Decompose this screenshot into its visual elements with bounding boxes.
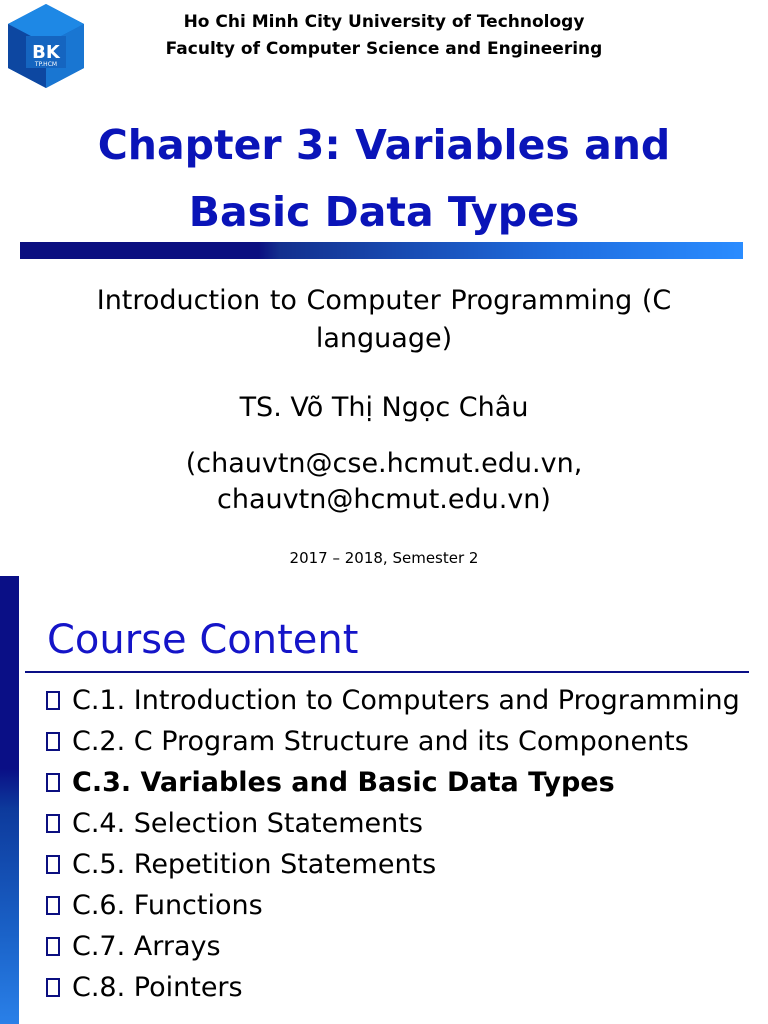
list-item [46, 928, 766, 965]
box-bullet-icon [46, 691, 60, 710]
list-item-current [46, 764, 766, 801]
university-logo [2, 2, 90, 90]
box-bullet-icon [46, 732, 60, 751]
list-item-label: C.1. Introduction to Computers and Programming [72, 685, 740, 716]
side-gradient-bar [0, 576, 19, 1024]
list-item [46, 723, 766, 760]
list-item [46, 682, 766, 719]
course-content-slide [0, 576, 768, 1024]
university-name: Ho Chi Minh City University of Technology [183, 12, 585, 32]
title-divider [25, 671, 749, 673]
list-item-label: C.5. Repetition Statements [72, 849, 437, 880]
chapter-title-line1: Chapter 3: Variables and [97, 121, 671, 169]
email-line-2: chauvtn@hcmut.edu.vn) [217, 484, 551, 515]
title-gradient-bar [20, 242, 743, 259]
instructor-name: TS. Võ Thị Ngọc Châu [239, 392, 529, 423]
box-bullet-icon [46, 896, 60, 915]
list-item [46, 969, 766, 1006]
slide-title: Course Content [47, 617, 359, 663]
semester-label: 2017 – 2018, Semester 2 [289, 549, 479, 567]
list-item-label: C.2. C Program Structure and its Components [72, 726, 689, 757]
box-bullet-icon [46, 855, 60, 874]
logo-text-main: BK [32, 42, 60, 63]
list-item-label: C.6. Functions [72, 890, 263, 921]
chapter-title-line2: Basic Data Types [188, 188, 580, 236]
course-list [46, 682, 766, 1010]
box-bullet-icon [46, 978, 60, 997]
chapter-title [20, 112, 748, 246]
list-item [46, 887, 766, 924]
list-item-label: C.7. Arrays [72, 931, 221, 962]
list-item-label: C.8. Pointers [72, 972, 243, 1003]
logo-text-sub: TP.HCM [34, 61, 58, 68]
email-line-1: (chauvtn@cse.hcmut.edu.vn, [185, 448, 583, 479]
box-bullet-icon [46, 814, 60, 833]
course-name: Introduction to Computer Programming (C language) [96, 285, 672, 354]
list-item [46, 805, 766, 842]
box-bullet-icon [46, 773, 60, 792]
faculty-name: Faculty of Computer Science and Engineering [165, 39, 603, 59]
list-item-label: C.4. Selection Statements [72, 808, 423, 839]
box-bullet-icon [46, 937, 60, 956]
list-item-label: C.3. Variables and Basic Data Types [72, 767, 615, 798]
list-item [46, 846, 766, 883]
instructor-emails [20, 446, 748, 518]
